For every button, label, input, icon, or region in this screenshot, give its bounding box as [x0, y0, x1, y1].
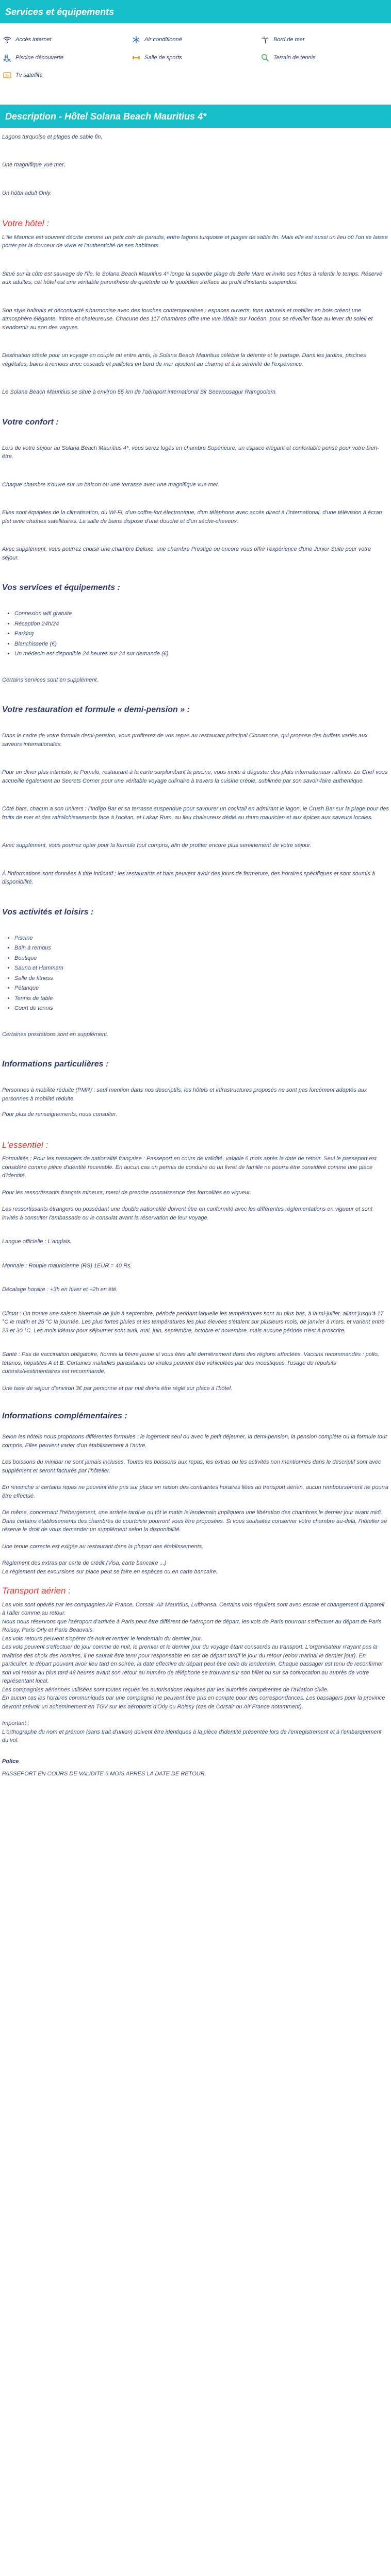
paragraph: Situé sur la côte est sauvage de l'île, le Solana Beach Mauritius 4* longe la superbe plage de Belle Mare et invite ses hôtes à ralentir le temps. Réservé aux adultes, cet hôtel est une véritable parenthèse de quiétude où le quotidien s'efface au profit d'instants suspendus.: [2, 270, 383, 285]
paragraph: Son style balinais et décontracté s'harmonise avec des touches contemporaines : espaces ouverts, tons naturels et mobilier en bois créent une atmosphère élégante, intime et chaleureuse. Chacune des 117 chambres offre une vue idéale sur l'océan, pour se réveiller face au lever du soleil et s'endormir au son des vagues.: [2, 307, 373, 331]
paragraph: Dans le cadre de votre formule demi-pension, vous profiterez de vos repas au restaurant principal Cinnamone, qui propose des buffets variés aux saveurs internationales.: [2, 733, 368, 748]
paragraph: Santé : Pas de vaccination obligatoire, hormis la fièvre jaune si vous êtes allé dernièrement dans des régions affectées. Vaccins recommandés : polio, tétanos, hépatites A et B. Certaines maladies parasitaires ou virales peuvent être véhiculées par des moustiques, l'usage de répulsifs cutanés/vestimentaires est recommandé.: [2, 1351, 379, 1375]
intro-line: Lagons turquoise et plages de sable fin,: [2, 133, 103, 140]
section-title-essentiel: L'essentiel :: [2, 1140, 48, 1150]
paragraph: Certaines prestations sont en supplément.: [2, 1031, 109, 1038]
paragraph: Climat : On trouve une saison hivernale de juin à septembre, période pendant laquelle les températures sont au plus bas, à la mi-juillet, allant jusqu'à 17 °C le matin et 25 °C la journée. Les plus fortes pluies et les températures les plus élevées s'étalent sur plusieurs mois, de janvier à mars, et varient entre 23 et 30 °C. Les mois idéaux pour séjourner sont avril, mai, juin, septembre, octobre et novembre, mais aucune période n'est à proscrire.: [2, 1310, 385, 1334]
section-title-services: Vos services et équipements :: [2, 583, 120, 592]
paragraph: Personnes à mobilité réduite (PMR) : sauf mention dans nos descriptifs, les hôtels et infrastructures proposés ne sont pas forcément adaptés aux personnes à mobilité réduite.: [2, 1087, 367, 1102]
services-grid: [0, 23, 391, 87]
service-label: Bord de mer: [273, 37, 305, 43]
paragraph: Les boissons du minibar ne sont jamais incluses. Toutes les boissons aux repas, les extras ou les activités non mentionnés dans le descriptif sont avec supplément et seront facturés par l'hôtelier.: [2, 1459, 381, 1474]
paragraph: Pour plus de renseignements, nous consulter.: [2, 1111, 118, 1117]
intro-line: Une magnifique vue mer,: [2, 162, 66, 168]
palm-tree-icon: [261, 36, 269, 44]
service-label: Accès internet: [15, 37, 52, 43]
paragraph: En revanche si certains repas ne peuvent être pris sur place en raison des contraintes horaires liées au transport aérien, aucun remboursement ne pourra être effectué.: [2, 1484, 389, 1499]
description-header: Description - Hôtel Solana Beach Mauritius 4*: [0, 105, 391, 128]
service-label: Terrain de tennis: [273, 54, 316, 61]
paragraph: Avec supplément, vous pourrez choisir une chambre Deluxe, une chambre Prestige ou encore vous offrir l'expérience d'une Junior Suite pour votre séjour.: [2, 546, 371, 561]
paragraph: Règlement des extras par carte de crédit (Visa, carte bancaire ...) Le règlement des excursions sur place peut se faire en espèces ou en carte bancaire.: [2, 1560, 218, 1575]
wifi-icon: [3, 36, 11, 44]
pool-icon: [3, 54, 11, 62]
section-title-activites: Vos activités et loisirs :: [2, 907, 94, 917]
complementaires-section: [2, 1410, 389, 1576]
paragraph: Elles sont équipées de la climatisation, du Wi-Fi, d'un coffre-fort électronique, d'un téléphone avec accès direct à l'international, d'une télévision à écran plat avec chaînes satellitaires. La salle de bains dispose d'une douche et d'un sèche-cheveux.: [2, 510, 382, 524]
paragraph: De même, concernant l'hébergement, une arrivée tardive ou tôt le matin le lendemain impliquera une libération des chambres le dernier jour avant midi. Dans certains établissements des chambres de courtoisie pourront vous être proposées. Si vous souhaitez conserver votre chambre au-delà, l'hôtelier se réserve le droit de vous demander un supplément selon la disponibilité.: [2, 1510, 387, 1533]
paragraph: Une taxe de séjour d'environ 3€ par personne et par nuit devra être réglé sur place à l'hôtel.: [2, 1385, 233, 1392]
section-title-particulieres: Informations particulières :: [2, 1060, 109, 1069]
list-item: • Salle de fitness: [14, 974, 389, 983]
list-item: • Connexion wifi gratuite: [14, 609, 389, 618]
service-tennis-court: [261, 54, 390, 62]
paragraph: Important : L'orthographe du nom et prénom (sans trait d'union) doivent être identiques à la pièce d'identité présentée lors de l'enregistrement et à l'embarquement du vol.: [2, 1720, 382, 1743]
service-label: Piscine découverte: [15, 54, 63, 61]
list-item: • Parking: [14, 630, 389, 638]
paragraph: Pour les ressortissants français mineurs, merci de prendre connaissance des formalités en vigueur.: [2, 1189, 252, 1196]
service-gym: [132, 54, 261, 62]
paragraph: Certains services sont en supplément.: [2, 676, 99, 683]
list-item: • Piscine: [14, 934, 389, 943]
description-content: [0, 133, 391, 1778]
paragraph: À l'informations sont données à titre indicatif ; les restaurants et bars peuvent avoir des jours de fermeture, des horaires spécifiques et sont soumis à disponibilité.: [2, 870, 375, 885]
paragraph: Une tenue correcte est exigée au restaurant dans la plupart des établissements.: [2, 1543, 204, 1550]
paragraph: Côté bars, chacun a son univers : l'Indigo Bar et sa terrasse suspendue pour savourer un cocktail en admirant le lagon, le Crush Bar sur la plage pour des fruits de mer et des rafraîchissements face à l'océan, et Lakaz Rum, au lieu chaleureux dédié au rhum mauricien et aux épices aux saveurs locales.: [2, 806, 389, 821]
paragraph: Les vols sont opérés par les compagnies Air France, Corsair, Air Mauritius, Lufthansa. Certains vols réguliers sont avec escale et changement d'appareil à l'aller comme au retour. Nous nous réservons que l'aéroport d'arrivée à Paris peut être différent de l'aéroport de départ, les vols de Paris pourront s'effectuer au départ de Paris Roissy, Paris Orly et Paris Beauvais. Les vols retours peuvent s'opérer de nuit et rentrer le lendemain du dernier jour. Les vols peuvent s'effectuer de jour comme de nuit, le premier et le dernier jour du voyage étant consacrés au transport. L'organisateur n'ayant pas la maîtrise des choix des horaires, il ne saurait être tenu pour responsable en cas de départ tardif le jour du retour (et/ou matinal le dernier jour). En particulier, le départ pouvant avoir lieu tard en soirée, la date effective du départ peut être celle du lendemain. Chaque passager est tenu de reconfirmer son vol retour au plus tard 48 heures avant son retour au numéro de téléphone se trouvant sur son billet ou sur sa convocation au auprès de votre représentant local. Les compagnies aériennes utilisées sont toutes reçues les autorisations requises par les autorités compétentes de l'aviation civile. En aucun cas les horaires communiqués par une compagnie ne peuvent être pris en compte pour des correspondances. Les passagers pour la province devront prévoir un acheminement en TGV sur les aéroports d'Orly ou Roissy (cas de Corsair ou Air France notamment).: [2, 1601, 385, 1710]
services-header: Services et équipements: [0, 0, 391, 23]
section-title-transport: Transport aérien :: [2, 1586, 71, 1596]
tv-icon: [3, 71, 11, 79]
list-item: • Bain à remous: [14, 944, 389, 953]
section-title-confort: Votre confort :: [2, 417, 59, 427]
section-title-complementaires: Informations complémentaires :: [2, 1412, 127, 1420]
paragraph: Monnaie : Roupie mauricienne (RS) 1EUR = 40 Rs.: [2, 1262, 132, 1269]
service-label: Salle de sports: [144, 54, 182, 61]
list-item: • Blanchisserie (€): [14, 640, 389, 649]
list-item: • Réception 24h/24: [14, 620, 389, 629]
list-item: • Pétanque: [14, 984, 389, 993]
section-title-restauration: Votre restauration et formule « demi-pension » :: [2, 705, 190, 714]
svg-text:TV: TV: [5, 75, 9, 78]
list-item: • Sauna et Hammam: [14, 964, 389, 973]
police-text: PASSEPORT EN COURS DE VALIDITE 6 MOIS APRES LA DATE DE RETOUR.: [2, 1771, 206, 1777]
intro-line: Un hôtel adult Only.: [2, 190, 52, 196]
service-label: Air conditionné: [144, 37, 182, 43]
paragraph: Destination idéale pour un voyage en couple ou entre amis, le Solana Beach Mauritius célèbre la détente et le partage. Dans les jardins, piscines végétales, bains à remous avec cascade et paillotes en bord de mer ajoutent au charme et à la sérénité de l'expérience.: [2, 352, 366, 367]
section-title-votre-hotel: Votre hôtel :: [2, 218, 50, 228]
paragraph: Chaque chambre s'ouvre sur un balcon ou une terrasse avec une magnifique vue mer.: [2, 481, 220, 488]
list-item: • Boutique: [14, 954, 389, 963]
activities-list: [2, 934, 389, 1013]
paragraph: L'île Maurice est souvent décrite comme un petit coin de paradis, entre lagons turquoise et plages de sable fin. Mais elle est aussi un lieu où l'on se laisse porter par la douceur de vivre et l'authenticité de ses habitants.: [2, 234, 388, 249]
service-seaside: [261, 36, 390, 44]
service-air-conditioning: [132, 36, 261, 44]
services-list: [2, 609, 389, 658]
service-outdoor-pool: [3, 54, 132, 62]
essentiel-section: [2, 1139, 389, 1393]
paragraph: Selon les hôtels nous proposons différentes formules : le logement seul ou avec le petit déjeuner, la demi-pension, la pension complète ou la formule tout compris. Elles peuvent varier d'un établissement à l'autre.: [2, 1434, 387, 1449]
description-intro: [2, 133, 389, 198]
dumbbell-icon: [132, 54, 140, 62]
police-section: [2, 1757, 389, 1778]
list-item: • Un médecin est disponible 24 heures sur 24 sur demande (€): [14, 650, 389, 658]
police-title: Police: [2, 1758, 19, 1765]
paragraph: Pour un dîner plus intimiste, le Pomelo, restaurant à la carte surplombant la piscine, vous invite à déguster des plats internationaux raffinés. Le Chef vous accueille également au Secrets Corner pour une véritable voyage culinaire à travers la cuisine créole, sublimée par son savoir-faire authentique.: [2, 769, 388, 784]
transport-section: [2, 1584, 389, 1745]
service-satellite-tv: [3, 71, 132, 80]
paragraph: Les ressortissants étrangers ou possédant une double nationalité doivent être en conformité avec les différentes réglementations en vigueur et sont invités à consulter l'ambassade ou le consulat avant la réservation de leur voyage.: [2, 1206, 372, 1221]
snowflake-icon: [132, 36, 140, 44]
service-label: Tv satellite: [15, 72, 43, 78]
service-internet: [3, 36, 132, 44]
paragraph: Formalités : Pour les passagers de nationalité française : Passeport en cours de validité, valable 6 mois après la date de retour. Seul le passeport est considéré comme pièce d'identité recevable. En aucun cas un permis de conduire ou un livret de famille ne pourra être considéré comme une pièce d'identité.: [2, 1156, 377, 1179]
list-item: • Court de tennis: [14, 1004, 389, 1013]
paragraph: Avec supplément, vous pourrez opter pour la formule tout compris, afin de profiter encore plus sereinement de votre séjour.: [2, 842, 312, 849]
paragraph: Le Solana Beach Mauritius se situe à environ 55 km de l'aéroport international Sir Seewoosagur Ramgoolam.: [2, 389, 277, 395]
paragraph: Décalage horaire : +3h en hiver et +2h en été.: [2, 1286, 118, 1293]
list-item: • Tennis de table: [14, 994, 389, 1003]
tennis-racket-icon: [261, 54, 269, 62]
paragraph: Langue officielle : L'anglais.: [2, 1239, 72, 1245]
paragraph: Lors de votre séjour au Solana Beach Mauritius 4*, vous serez logés en chambre Supérieure, un espace élégant et confortable pensé pour votre bien-être.: [2, 445, 379, 460]
